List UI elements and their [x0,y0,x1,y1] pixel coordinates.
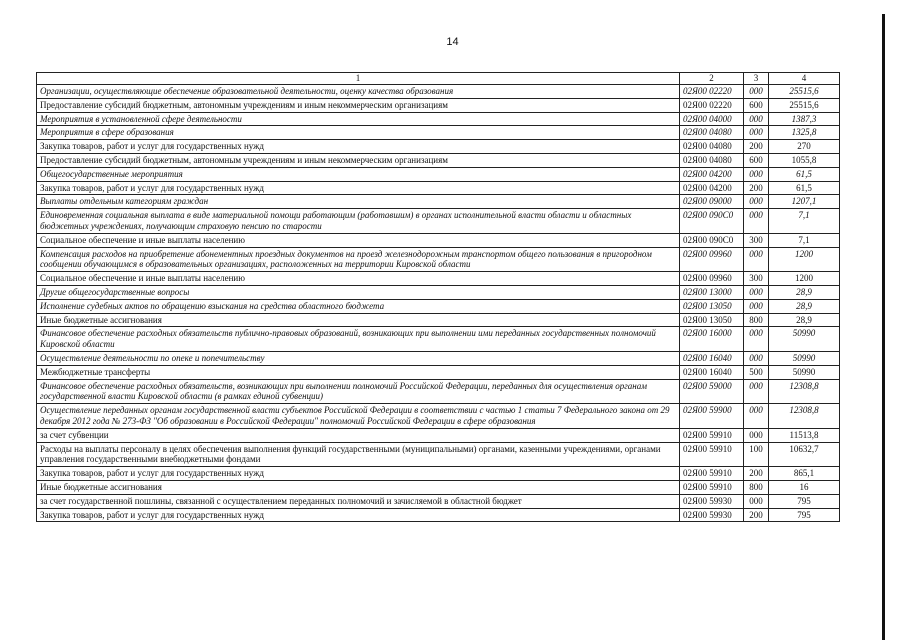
row-name: Мероприятия в установленной сфере деятельности [37,112,680,126]
row-name: Иные бюджетные ассигнования [37,313,680,327]
row-vr: 200 [744,467,769,481]
row-code: 02Я00 13050 [680,313,744,327]
row-name: Выплаты отдельным категориям граждан [37,195,680,209]
table-row [37,153,840,167]
row-amount: 7,1 [769,209,840,234]
row-vr: 000 [744,379,769,404]
row-vr: 000 [744,85,769,99]
row-name: Закупка товаров, работ и услуг для государственных нужд [37,467,680,481]
row-name: Закупка товаров, работ и услуг для государственных нужд [37,508,680,522]
row-vr: 500 [744,365,769,379]
table-row [37,247,840,272]
row-name: Предоставление субсидий бюджетным, автономным учреждениям и иным некоммерческим организациям [37,98,680,112]
row-amount: 28,9 [769,313,840,327]
row-vr: 600 [744,98,769,112]
table-row [37,272,840,286]
table-row [37,379,840,404]
table-row [37,428,840,442]
table-row [37,508,840,522]
row-vr: 200 [744,508,769,522]
row-code: 02Я00 59910 [680,442,744,467]
table-row [37,167,840,181]
table-row [37,480,840,494]
row-vr: 800 [744,480,769,494]
row-vr: 600 [744,153,769,167]
row-code: 02Я00 04080 [680,140,744,154]
table-row [37,98,840,112]
row-code: 02Я00 09960 [680,247,744,272]
table-row [37,365,840,379]
row-code: 02Я00 04200 [680,181,744,195]
row-amount: 12308,8 [769,379,840,404]
row-code: 02Я00 59000 [680,379,744,404]
row-code: 02Я00 59900 [680,404,744,429]
row-vr: 000 [744,285,769,299]
row-amount: 61,5 [769,181,840,195]
table-row [37,285,840,299]
row-name: Закупка товаров, работ и услуг для государственных нужд [37,140,680,154]
row-code: 02Я00 09960 [680,272,744,286]
row-name: Другие общегосударственные вопросы [37,285,680,299]
column-header-code: 2 [680,73,744,85]
row-code: 02Я00 16000 [680,327,744,352]
budget-table [36,72,840,522]
row-amount: 1055,8 [769,153,840,167]
row-code: 02Я00 13000 [680,285,744,299]
table-row [37,299,840,313]
row-code: 02Я00 02220 [680,98,744,112]
row-amount: 7,1 [769,233,840,247]
row-vr: 000 [744,247,769,272]
row-code: 02Я00 090С0 [680,209,744,234]
row-code: 02Я00 04000 [680,112,744,126]
row-name: Мероприятия в сфере образования [37,126,680,140]
row-code: 02Я00 59930 [680,508,744,522]
row-name: Социальное обеспечение и иные выплаты населению [37,272,680,286]
row-code: 02Я00 04080 [680,153,744,167]
row-name: Единовременная социальная выплата в виде материальной помощи работающим (работавшим) в органах исполнительной власти области и областных бюджетных учреждениях, получающим страховую пенсию по старости [37,209,680,234]
table-row [37,126,840,140]
row-name: за счет субвенции [37,428,680,442]
scan-edge-line [882,14,885,640]
row-name: Социальное обеспечение и иные выплаты населению [37,233,680,247]
table-row [37,494,840,508]
row-code: 02Я00 16040 [680,365,744,379]
row-vr: 000 [744,299,769,313]
row-amount: 795 [769,508,840,522]
row-code: 02Я00 09000 [680,195,744,209]
row-code: 02Я00 04080 [680,126,744,140]
row-amount: 50990 [769,365,840,379]
row-code: 02Я00 59910 [680,467,744,481]
row-amount: 795 [769,494,840,508]
table-row [37,351,840,365]
row-vr: 200 [744,181,769,195]
row-name: Организации, осуществляющие обеспечение образовательной деятельности, оценку качества образования [37,85,680,99]
row-code: 02Я00 13050 [680,299,744,313]
row-code: 02Я00 04200 [680,167,744,181]
row-name: Финансовое обеспечение расходных обязательств публично-правовых образований, возникающих при выполнении ими переданных государственных полномочий Кировской области [37,327,680,352]
row-amount: 28,9 [769,285,840,299]
row-amount: 865,1 [769,467,840,481]
table-row [37,209,840,234]
row-vr: 000 [744,494,769,508]
row-code: 02Я00 59910 [680,480,744,494]
row-name: Компенсация расходов на приобретение абонементных проездных документов на проезд железнодорожным транспортом общего пользования в пригородном сообщении обучающимся в образовательных организациях, расположенных на территории Кировской области [37,247,680,272]
row-name: за счет государственной пошлины, связанной с осуществлением переданных полномочий и зачисляемой в областной бюджет [37,494,680,508]
row-code: 02Я00 02220 [680,85,744,99]
row-vr: 000 [744,351,769,365]
row-code: 02Я00 59910 [680,428,744,442]
row-vr: 000 [744,209,769,234]
row-vr: 000 [744,126,769,140]
row-amount: 1387,3 [769,112,840,126]
row-name: Общегосударственные мероприятия [37,167,680,181]
page-number: 14 [446,36,459,48]
row-amount: 25515,6 [769,85,840,99]
row-amount: 25515,6 [769,98,840,112]
row-vr: 000 [744,167,769,181]
table-row [37,442,840,467]
column-header-amount: 4 [769,73,840,85]
table-row [37,404,840,429]
row-amount: 12308,8 [769,404,840,429]
row-vr: 000 [744,404,769,429]
row-name: Расходы на выплаты персоналу в целях обеспечения выполнения функций государственными (муниципальными) органами, казенными учреждениями, органами управления государственными внебюджетными фондами [37,442,680,467]
row-amount: 61,5 [769,167,840,181]
row-vr: 800 [744,313,769,327]
row-amount: 1200 [769,247,840,272]
row-amount: 50990 [769,327,840,352]
table-row [37,85,840,99]
table-row [37,181,840,195]
row-vr: 000 [744,112,769,126]
table-row [37,195,840,209]
row-amount: 50990 [769,351,840,365]
row-name: Осуществление переданных органам государственной власти субъектов Российской Федерации в соответствии с частью 1 статьи 7 Федерального закона от 29 декабря 2012 года № 273-ФЗ "Об образовании в Российской Федерации" полномочий Российской Федерации в сфере образования [37,404,680,429]
row-code: 02Я00 16040 [680,351,744,365]
row-amount: 11513,8 [769,428,840,442]
row-name: Предоставление субсидий бюджетным, автономным учреждениям и иным некоммерческим организациям [37,153,680,167]
row-amount: 1325,8 [769,126,840,140]
row-vr: 000 [744,428,769,442]
row-amount: 1207,1 [769,195,840,209]
table-row [37,112,840,126]
row-vr: 300 [744,272,769,286]
table-row [37,327,840,352]
row-amount: 28,9 [769,299,840,313]
row-name: Исполнение судебных актов по обращению взыскания на средства областного бюджета [37,299,680,313]
table-row [37,233,840,247]
row-name: Иные бюджетные ассигнования [37,480,680,494]
row-name: Закупка товаров, работ и услуг для государственных нужд [37,181,680,195]
row-code: 02Я00 59930 [680,494,744,508]
table-row [37,140,840,154]
row-name: Межбюджетные трансферты [37,365,680,379]
row-amount: 10632,7 [769,442,840,467]
row-name: Финансовое обеспечение расходных обязательств, возникающих при выполнении полномочий Российской Федерации, переданных для осуществления органам государственной власти Кировской области (в рамках единой субвенции) [37,379,680,404]
row-vr: 200 [744,140,769,154]
row-vr: 100 [744,442,769,467]
table-row [37,467,840,481]
row-vr: 000 [744,327,769,352]
table-header-row [37,73,840,85]
row-name: Осуществление деятельности по опеке и попечительству [37,351,680,365]
column-header-name: 1 [37,73,680,85]
row-vr: 000 [744,195,769,209]
row-amount: 1200 [769,272,840,286]
row-vr: 300 [744,233,769,247]
table-row [37,313,840,327]
row-amount: 16 [769,480,840,494]
row-amount: 270 [769,140,840,154]
column-header-vr: 3 [744,73,769,85]
row-code: 02Я00 090С0 [680,233,744,247]
